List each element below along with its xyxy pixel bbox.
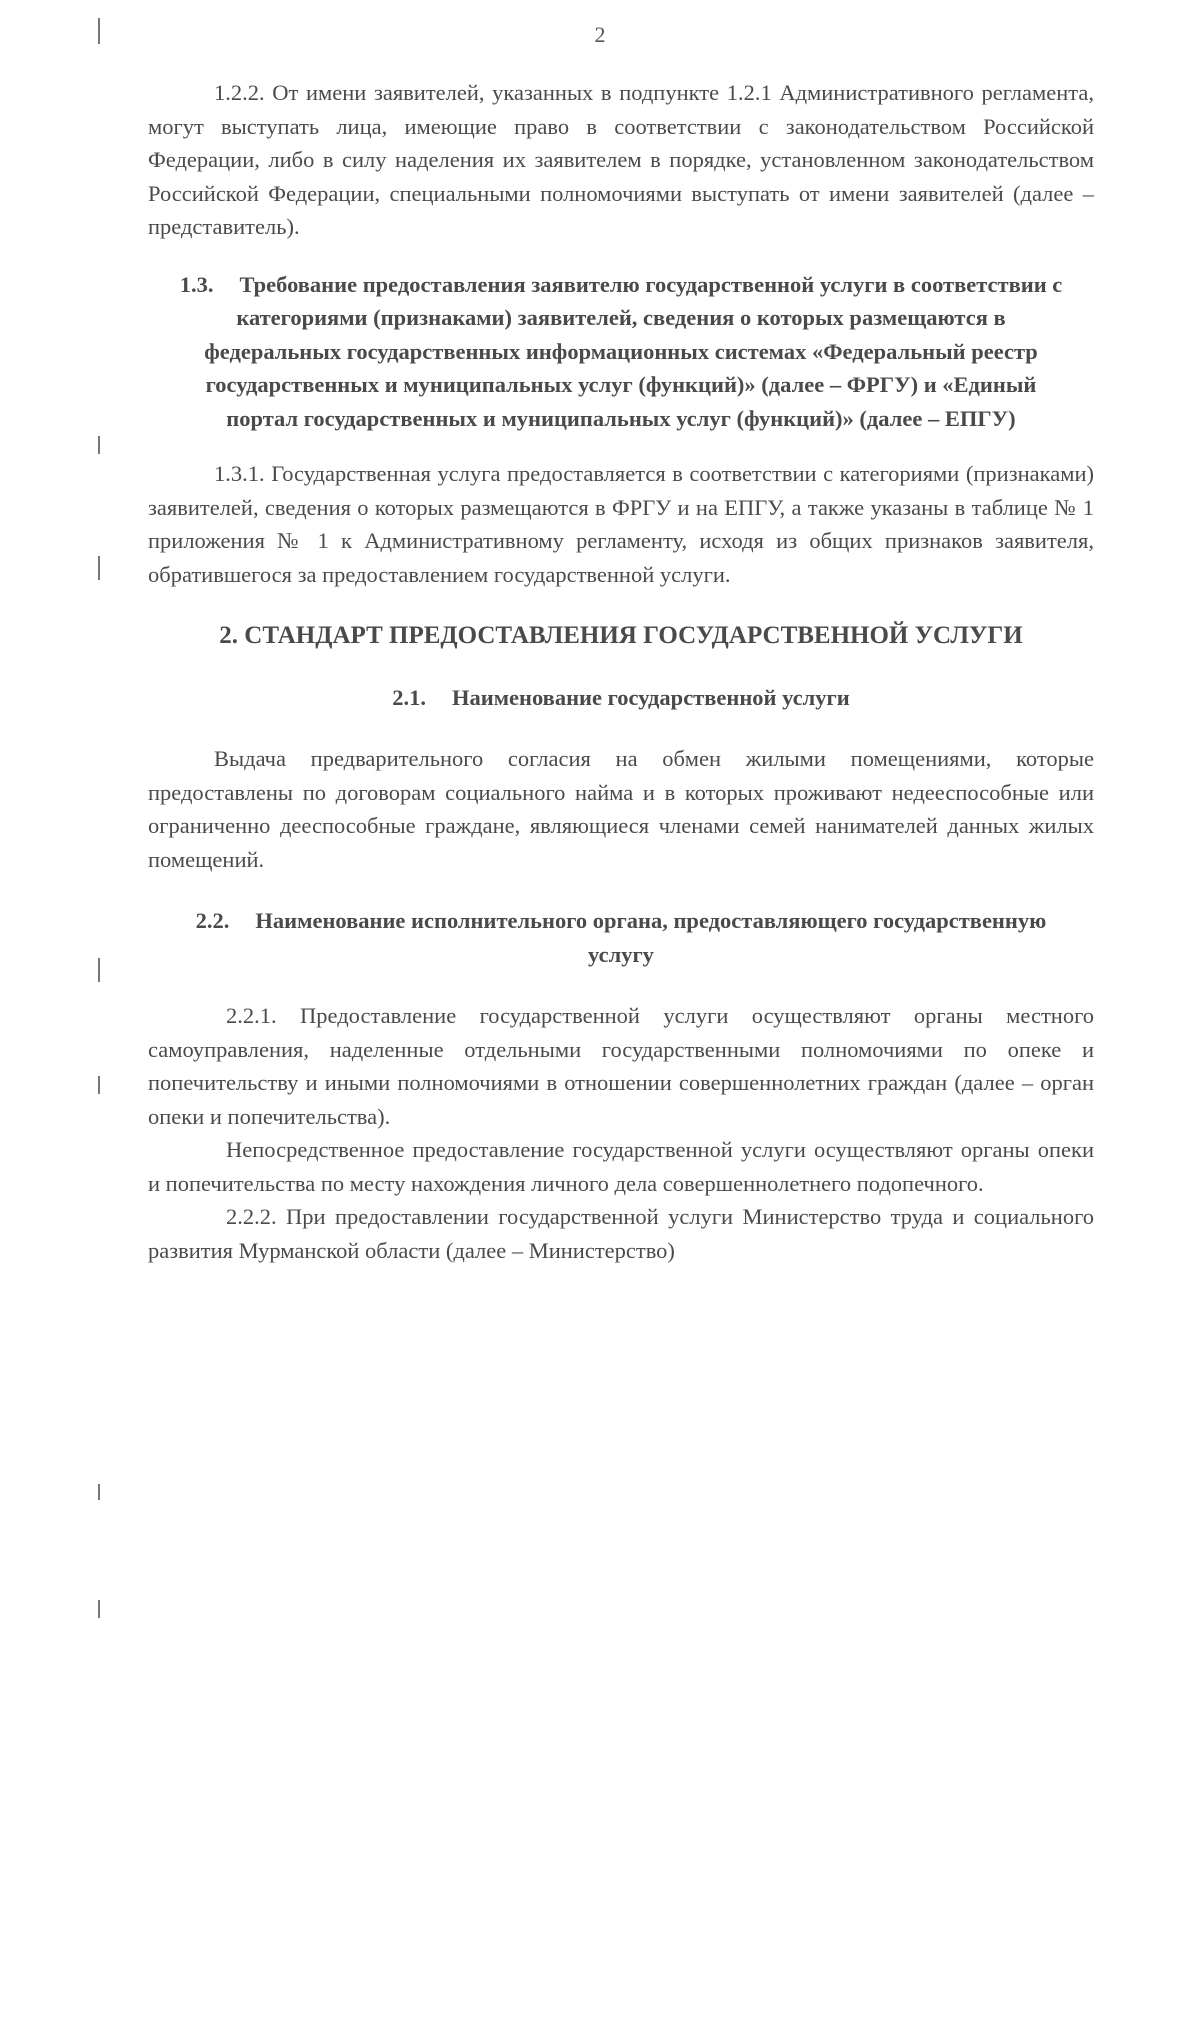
heading-2-1: [148, 681, 1094, 715]
margin-mark: [98, 958, 100, 982]
paragraph-1-3-1: 1.3.1. Государственная услуга предоставляется в соответствии с категориями (признаками) заявителей, сведения о которых размещаются в ФРГУ и на ЕПГУ, а также указаны в таблице № 1 приложения № 1 к Административному регламенту, исходя из общих признаков заявителя, обратившегося за предоставлением государственной услуги.: [148, 461, 1094, 587]
heading-2-2-text: Наименование исполнительного органа, предоставляющего государственную услугу: [255, 908, 1047, 967]
heading-2-2-number: 2.2.: [195, 908, 230, 933]
margin-mark: [98, 1076, 100, 1094]
margin-mark: [98, 1600, 100, 1618]
heading-1-3-number: 1.3.: [179, 271, 214, 297]
margin-mark: [98, 18, 100, 44]
paragraph-1-2-2: 1.2.2. От имени заявителей, указанных в подпункте 1.2.1 Административного регламента, могут выступать лица, имеющие право в соответствии с законодательством Российской Федерации, либо в силу наделения их заявителем в порядке, установленном законодательством Российской Федерации, специальными полномочиями выступать от имени заявителей (далее – представитель).: [148, 80, 1094, 239]
document-body: [148, 76, 1094, 1267]
margin-mark: [98, 1484, 100, 1500]
section-2-title: 2. СТАНДАРТ ПРЕДОСТАВЛЕНИЯ ГОСУДАРСТВЕННОЙ УСЛУГИ: [219, 622, 1023, 649]
heading-2-1-number: 2.1.: [392, 684, 426, 710]
paragraph-2-2-1-cont: Непосредственное предоставление государственной услуги осуществляют органы опеки и попечительства по месту нахождения личного дела совершеннолетнего подопечного.: [148, 1137, 1094, 1196]
paragraph-2-1: Выдача предварительного согласия на обмен жилыми помещениями, которые предоставлены по договорам социального найма и в которых проживают недееспособные или ограниченно дееспособные граждане, являющиеся членами семей нанимателей данных жилых помещений.: [148, 746, 1094, 872]
heading-2-1-text: Наименование государственной услуги: [452, 684, 850, 710]
paragraph-2-2-2: 2.2.2. При предоставлении государственной услуги Министерство труда и социального развития Мурманской области (далее – Министерство): [148, 1204, 1094, 1263]
margin-mark: [98, 556, 100, 580]
heading-2-2: [148, 904, 1094, 971]
heading-1-3-text: Требование предоставления заявителю государственной услуги в соответствии с категориями (признаками) заявителей, сведения о которых размещаются в федеральных государственных информационных системах «Федеральный реестр государственных и муниципальных услуг (функций)» (далее – ФРГУ) и «Единый портал государственных и муниципальных услуг (функций)» (далее – ЕПГУ): [204, 271, 1063, 431]
page-number: 2: [594, 22, 606, 47]
margin-mark: [98, 436, 100, 454]
heading-1-3: [148, 268, 1094, 436]
paragraph-2-2-1: 2.2.1. Предоставление государственной услуги осуществляют органы местного самоуправления, наделенные отдельными государственными полномочиями по опеке и попечительству и иными полномочиями в отношении совершеннолетних граждан (далее – орган опеки и попечительства).: [148, 1003, 1094, 1129]
